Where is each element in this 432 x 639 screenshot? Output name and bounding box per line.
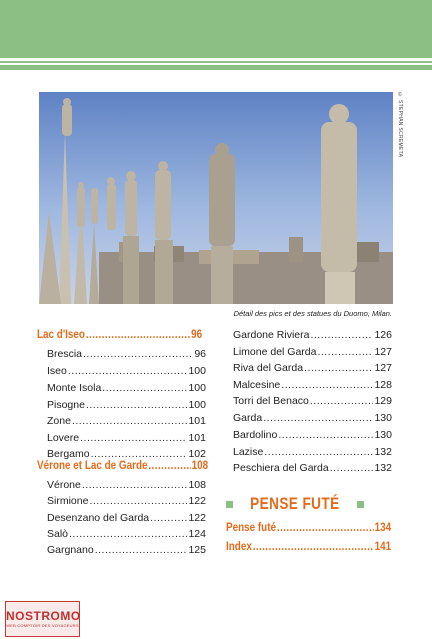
leader-dots <box>148 460 190 472</box>
leader-dots <box>95 544 188 556</box>
toc-entry[interactable] <box>47 495 206 510</box>
leader-dots <box>317 346 373 358</box>
toc-page: 132 <box>374 446 392 458</box>
toc-entry[interactable] <box>233 446 392 461</box>
toc-label: Salò <box>47 528 69 540</box>
toc-entry[interactable] <box>233 379 392 394</box>
toc-label: Index <box>226 541 252 553</box>
section-title: PENSE FUTÉ <box>250 494 340 513</box>
toc-label: Garda <box>233 412 263 424</box>
toc-page: 126 <box>374 329 392 341</box>
leader-dots <box>264 446 373 458</box>
header-rule-thick <box>0 65 432 70</box>
photo-credit: © STEPHAN SCREMETA <box>397 92 403 158</box>
toc-entry[interactable] <box>47 365 206 380</box>
toc-entry[interactable] <box>233 329 392 344</box>
toc-entry[interactable] <box>233 395 392 410</box>
toc-label: Peschiera del Garda <box>233 462 329 474</box>
leader-dots <box>263 412 373 424</box>
toc-label: Gargnano <box>47 544 94 556</box>
leader-dots <box>150 512 187 524</box>
nostromo-logo <box>5 601 80 637</box>
toc-entry[interactable] <box>47 479 206 494</box>
header-rule <box>0 61 432 63</box>
toc-label: Brescia <box>47 348 83 360</box>
leader-dots <box>102 382 187 394</box>
toc-entry[interactable] <box>47 399 206 414</box>
toc-page: 129 <box>374 395 392 407</box>
toc-page: 130 <box>374 412 392 424</box>
toc-page: 108 <box>191 460 209 472</box>
toc-label: Vérone <box>47 479 81 491</box>
toc-label: Sirmione <box>47 495 89 507</box>
toc-page: 127 <box>374 346 392 358</box>
leader-dots <box>72 415 188 427</box>
toc-label: Limone del Garda <box>233 346 317 358</box>
square-bullet-icon <box>357 501 364 508</box>
logo-name: NOSTROMO <box>6 609 81 623</box>
toc-page: 102 <box>188 448 206 460</box>
toc-heading[interactable] <box>226 522 391 538</box>
toc-label: Pense futé <box>226 522 277 534</box>
toc-entry[interactable] <box>233 462 392 477</box>
toc-entry[interactable] <box>47 512 206 527</box>
toc-page: 128 <box>374 379 392 391</box>
toc-page: 100 <box>188 365 206 377</box>
toc-page: 127 <box>374 362 392 374</box>
toc-entry[interactable] <box>47 415 206 430</box>
leader-dots <box>86 329 190 341</box>
toc-label: Lovere <box>47 432 80 444</box>
toc-label: Vérone et Lac de Garde <box>37 460 148 472</box>
toc-page: 100 <box>188 399 206 411</box>
pense-fute-title <box>226 494 364 514</box>
leader-dots <box>91 448 188 460</box>
leader-dots <box>69 528 187 540</box>
toc-page: 100 <box>188 382 206 394</box>
toc-page: 108 <box>188 479 206 491</box>
toc-page: 122 <box>188 512 206 524</box>
toc-label: Lac d'Iseo <box>37 329 85 341</box>
leader-dots <box>277 522 374 534</box>
toc-label: Lazise <box>233 446 264 458</box>
toc-page: 96 <box>191 329 203 341</box>
toc-label: Malcesine <box>233 379 281 391</box>
leader-dots <box>86 399 188 411</box>
toc-entry[interactable] <box>47 544 206 559</box>
toc-label: Gardone Riviera <box>233 329 310 341</box>
logo-tagline: WEB COMPTOIR DES VOYAGEURS <box>6 623 79 628</box>
duomo-photo <box>39 92 393 304</box>
toc-label: Bardolino <box>233 429 278 441</box>
toc-page: 134 <box>374 522 392 534</box>
leader-dots <box>304 362 373 374</box>
toc-entry[interactable] <box>233 412 392 427</box>
leader-dots <box>80 432 187 444</box>
toc-entry[interactable] <box>47 432 206 447</box>
leader-dots <box>310 395 374 407</box>
toc-heading[interactable] <box>226 541 391 557</box>
leader-dots <box>330 462 374 474</box>
toc-entry[interactable] <box>47 348 206 363</box>
toc-heading[interactable] <box>37 329 202 345</box>
toc-label: Bergamo <box>47 448 90 460</box>
toc-label: Zone <box>47 415 71 427</box>
toc-entry[interactable] <box>233 346 392 361</box>
toc-heading[interactable] <box>37 460 208 476</box>
header-band <box>0 0 432 58</box>
leader-dots <box>310 329 373 341</box>
photo-caption: Détail des pics et des statues du Duomo, Milan. <box>233 309 392 318</box>
leader-dots <box>253 541 374 553</box>
toc-page: 101 <box>188 432 206 444</box>
square-bullet-icon <box>226 501 233 508</box>
toc-label: Pisogne <box>47 399 85 411</box>
toc-label: Desenzano del Garda <box>47 512 150 524</box>
toc-label: Monte Isola <box>47 382 102 394</box>
toc-page: 124 <box>188 528 206 540</box>
leader-dots <box>278 429 373 441</box>
leader-dots <box>82 479 188 491</box>
toc-entry[interactable] <box>233 362 392 377</box>
toc-page: 101 <box>188 415 206 427</box>
toc-page: 132 <box>374 462 392 474</box>
toc-page: 96 <box>194 348 206 360</box>
toc-page: 122 <box>188 495 206 507</box>
leader-dots <box>281 379 373 391</box>
toc-page: 130 <box>374 429 392 441</box>
leader-dots <box>89 495 187 507</box>
toc-page: 125 <box>188 544 206 556</box>
toc-label: Iseo <box>47 365 67 377</box>
leader-dots <box>68 365 188 377</box>
toc-entry[interactable] <box>233 429 392 444</box>
toc-page: 141 <box>374 541 392 553</box>
toc-entry[interactable] <box>47 382 206 397</box>
toc-label: Torri del Benaco <box>233 395 309 407</box>
leader-dots <box>83 348 193 360</box>
toc-entry[interactable] <box>47 528 206 543</box>
toc-label: Riva del Garda <box>233 362 304 374</box>
